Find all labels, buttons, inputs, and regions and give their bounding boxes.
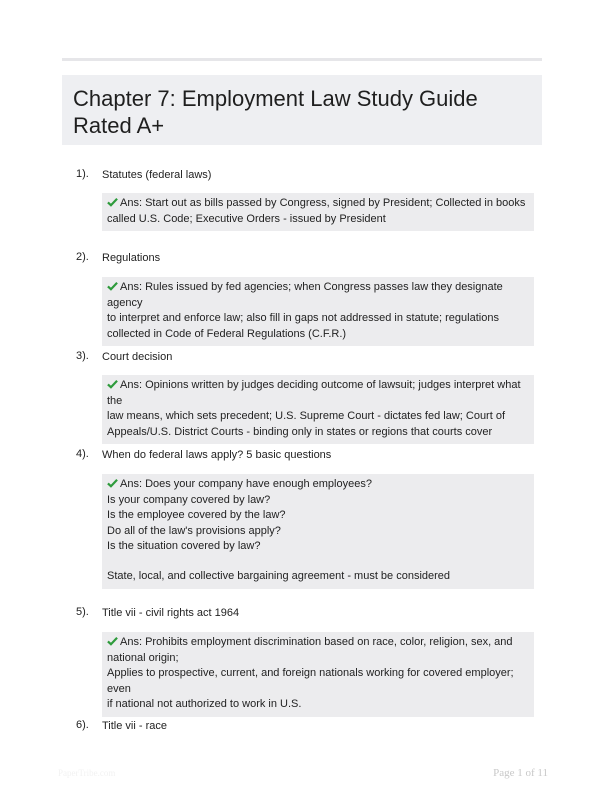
answer-box (102, 193, 534, 231)
question-number: 3). (76, 350, 89, 362)
answer-line: Applies to prospective, current, and foreign nationals working for covered employer; even (107, 667, 514, 695)
answer-line: Ans: Does your company have enough employees? (120, 478, 372, 490)
answer-line: Is the situation covered by law? (107, 540, 261, 552)
answer-line: Is the employee covered by the law? (107, 509, 286, 521)
checkmark-icon (107, 636, 118, 646)
answer-line: collected in Code of Federal Regulations (C.F.R.) (107, 327, 347, 340)
answer-box (102, 474, 534, 589)
answer-line: called U.S. Code; Executive Orders - issued by President (107, 212, 386, 225)
question-number: 1). (76, 168, 89, 180)
title-banner (62, 75, 542, 145)
checkmark-icon (107, 478, 118, 488)
question-text: Court decision (102, 351, 173, 363)
question-number: 2). (76, 251, 89, 263)
document-title: Chapter 7: Employment Law Study Guide Rated A+ (73, 86, 478, 138)
answer-line: State, local, and collective bargaining agreement - must be considered (107, 570, 451, 582)
answer-line: Ans: Prohibits employment discrimination based on race, color, religion, sex, and (120, 636, 513, 648)
page-indicator: Page 1 of 11 (493, 767, 548, 779)
answer-spacer (107, 555, 528, 570)
answer-line: Ans: Rules issued by fed agencies; when Congress passes law they designate agency (107, 281, 503, 309)
answer-line: Is your company covered by law? (107, 493, 271, 506)
question-text: Title vii - race (102, 720, 167, 732)
question-text: Statutes (federal laws) (102, 169, 212, 181)
answer-line: national origin; (107, 651, 179, 664)
checkmark-icon (107, 379, 118, 389)
answer-box (102, 277, 534, 346)
question-number: 4). (76, 448, 89, 460)
answer-line: Do all of the law's provisions apply? (107, 524, 281, 537)
top-rule (62, 58, 542, 61)
footer-watermark: PaperTribe.com (58, 768, 116, 778)
answer-line: if national not authorized to work in U.S. (107, 698, 302, 710)
answer-line: Appeals/U.S. District Courts - binding only in states or regions that courts cover (107, 425, 493, 438)
question-text: Title vii - civil rights act 1964 (102, 607, 240, 619)
answer-line: Ans: Opinions written by judges deciding outcome of lawsuit; judges interpret what the (107, 379, 521, 407)
answer-box (102, 632, 534, 717)
question-number: 6). (76, 719, 89, 731)
checkmark-icon (107, 281, 118, 291)
answer-line: Ans: Start out as bills passed by Congress, signed by President; Collected in books (120, 197, 526, 209)
checkmark-icon (107, 197, 118, 207)
question-number: 5). (76, 606, 89, 618)
answer-line: to interpret and enforce law; also fill in gaps not addressed in statute; regulations (107, 312, 499, 324)
answer-line: law means, which sets precedent; U.S. Supreme Court - dictates fed law; Court of (107, 410, 506, 422)
answer-box (102, 375, 534, 444)
question-text: When do federal laws apply? 5 basic questions (102, 449, 332, 461)
question-text: Regulations (102, 252, 161, 264)
